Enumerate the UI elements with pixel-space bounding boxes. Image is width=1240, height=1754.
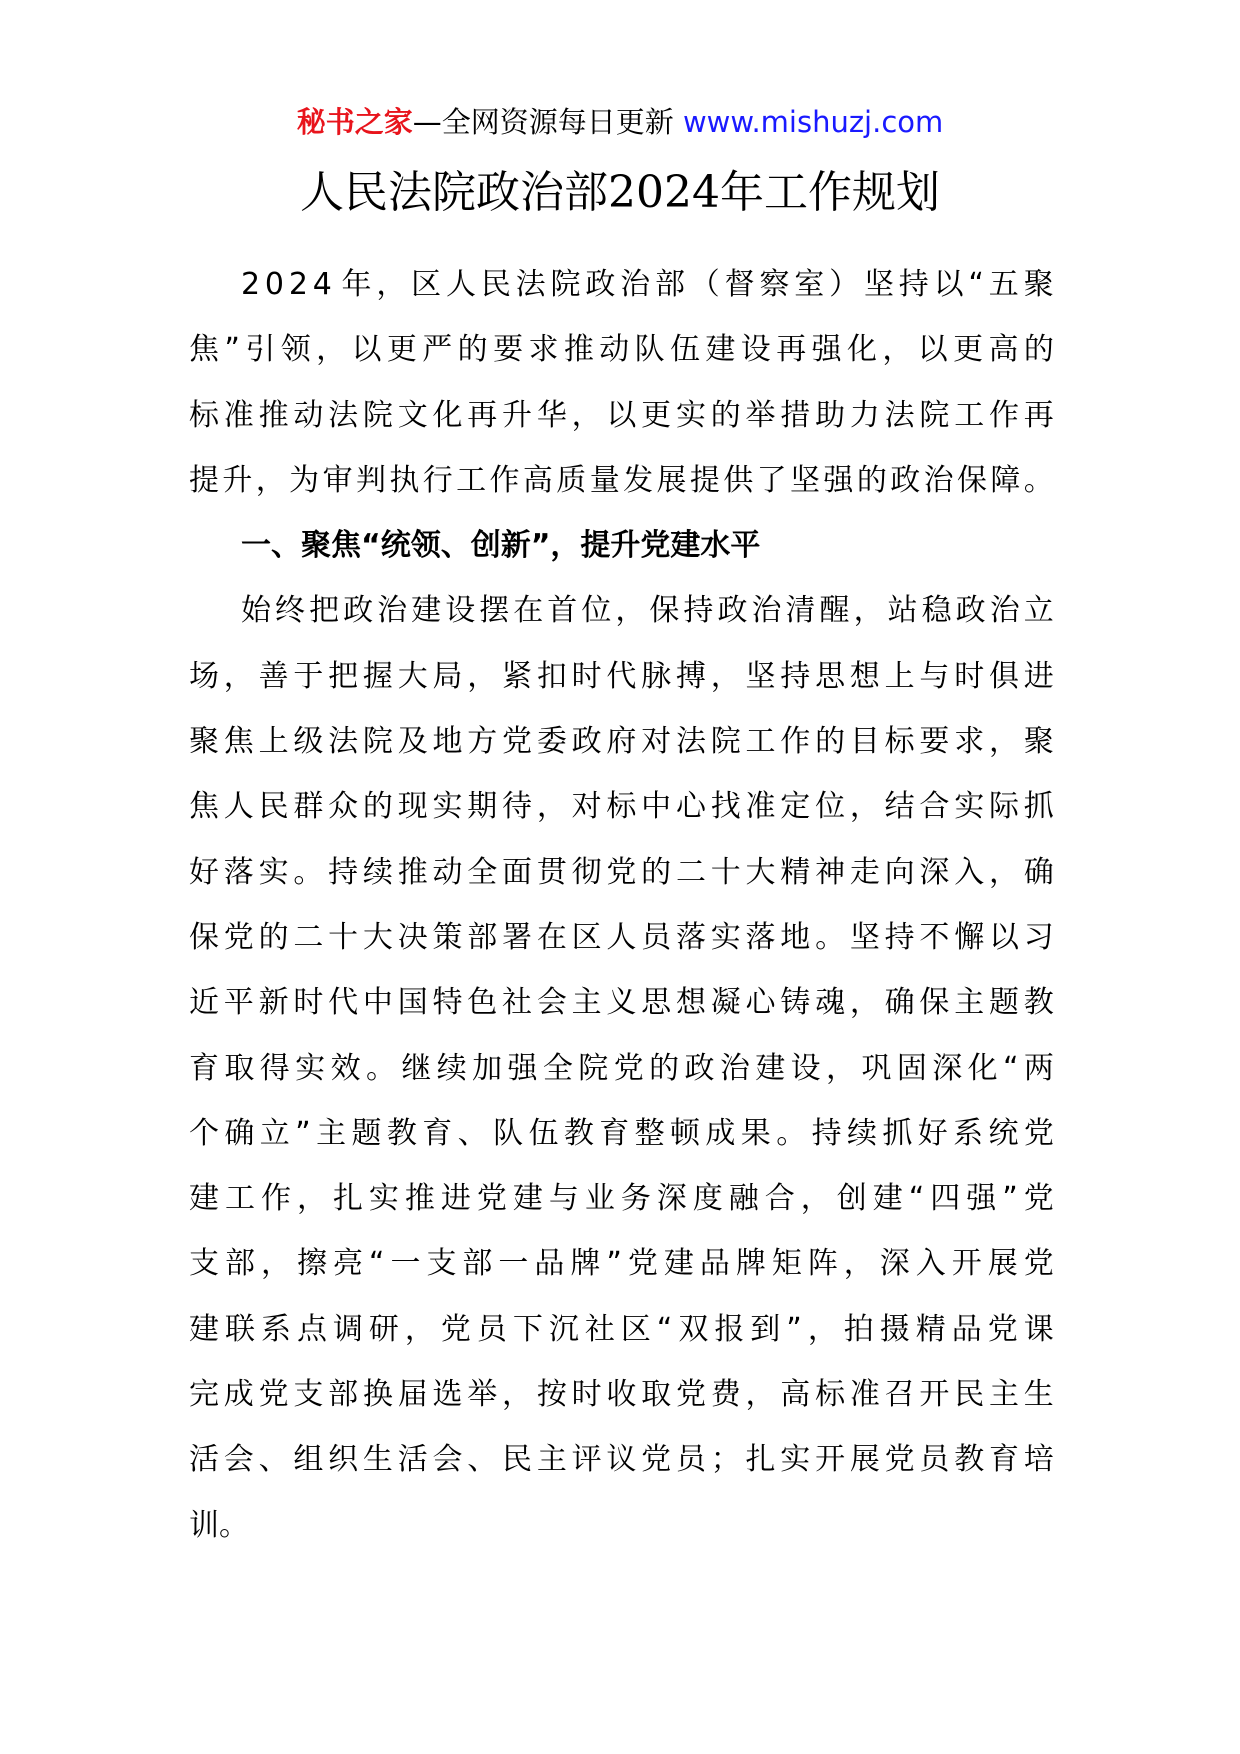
section-heading: 一、聚焦“统领、创新”，提升党建水平 [241, 528, 761, 564]
paragraph-line: 提 升 ， 为 审 判 执 行 工 作 高 质 量 发 展 提 供 了 坚 强 的 政 治 保 障 。 [189, 462, 1054, 498]
header-tagline: —全网资源每日更新 [412, 105, 674, 139]
paragraph-line: 训。 [189, 1507, 249, 1543]
site-link[interactable]: www.mishuzj.com [682, 105, 944, 139]
paragraph-line: 个 确 立 ” 主 题 教 育 、 队 伍 教 育 整 顿 成 果 。 持 续 抓 好 系 统 党 [189, 1115, 1054, 1151]
paragraph-line: 活 会 、 组 织 生 活 会 、 民 主 评 议 党 员 ； 扎 实 开 展 党 员 教 育 培 [189, 1442, 1054, 1478]
paragraph-line: 焦 人 民 群 众 的 现 实 期 待 ， 对 标 中 心 找 准 定 位 ， 结 合 实 际 抓 [189, 789, 1054, 825]
title-prefix: 人民法院政治部 [300, 167, 608, 218]
paragraph-line: 好 落 实 。 持 续 推 动 全 面 贯 彻 党 的 二 十 大 精 神 走 向 深 入 ， 确 [189, 854, 1054, 890]
paragraph-line: 育 取 得 实 效 。 继 续 加 强 全 院 党 的 政 治 建 设 ， 巩 固 深 化 “ 两 [189, 1050, 1054, 1086]
document-body [189, 252, 1054, 1558]
paragraph-line: 焦 ” 引 领 ， 以 更 严 的 要 求 推 动 队 伍 建 设 再 强 化 ， 以 更 高 的 [189, 332, 1054, 368]
brand-name: 秘书之家 [296, 105, 413, 139]
paragraph-line: 2 0 2 4 年 ， 区 人 民 法 院 政 治 部 （ 督 察 室 ） 坚 持 以 “ 五 聚 [241, 267, 1054, 302]
paragraph-line: 场 ， 善 于 把 握 大 局 ， 紧 扣 时 代 脉 搏 ， 坚 持 思 想 上 与 时 俱 进 [189, 658, 1054, 694]
paragraph-line: 建 联 系 点 调 研 ， 党 员 下 沉 社 区 “ 双 报 到 ” ， 拍 摄 精 品 党 课 [189, 1311, 1054, 1347]
paragraph-line: 建 工 作 ， 扎 实 推 进 党 建 与 业 务 深 度 融 合 ， 创 建 “ 四 强 ” 党 [189, 1181, 1054, 1217]
document-title [0, 158, 1240, 228]
paragraph-line: 标 准 推 动 法 院 文 化 再 升 华 ， 以 更 实 的 举 措 助 力 法 院 工 作 再 [189, 397, 1054, 433]
paragraph-line: 保 党 的 二 十 大 决 策 部 署 在 区 人 员 落 实 落 地 。 坚 持 不 懈 以 习 [189, 919, 1054, 955]
paragraph-line: 近 平 新 时 代 中 国 特 色 社 会 主 义 思 想 凝 心 铸 魂 ， 确 保 主 题 教 [189, 985, 1054, 1021]
paragraph-line: 完 成 党 支 部 换 届 选 举 ， 按 时 收 取 党 费 ， 高 标 准 召 开 民 主 生 [189, 1377, 1054, 1413]
paragraph-line: 聚 焦 上 级 法 院 及 地 方 党 委 政 府 对 法 院 工 作 的 目 标 要 求 ， 聚 [189, 724, 1054, 760]
title-suffix: 年工作规划 [719, 167, 940, 218]
paragraph-line: 支 部 ， 擦 亮 “ 一 支 部 一 品 牌 ” 党 建 品 牌 矩 阵 ， 深 入 开 展 党 [189, 1246, 1054, 1282]
paragraph-line: 始 终 把 政 治 建 设 摆 在 首 位 ， 保 持 政 治 清 醒 ， 站 稳 政 治 立 [241, 593, 1054, 629]
title-year: 2024 [608, 167, 720, 218]
watermark-header [0, 100, 1240, 144]
